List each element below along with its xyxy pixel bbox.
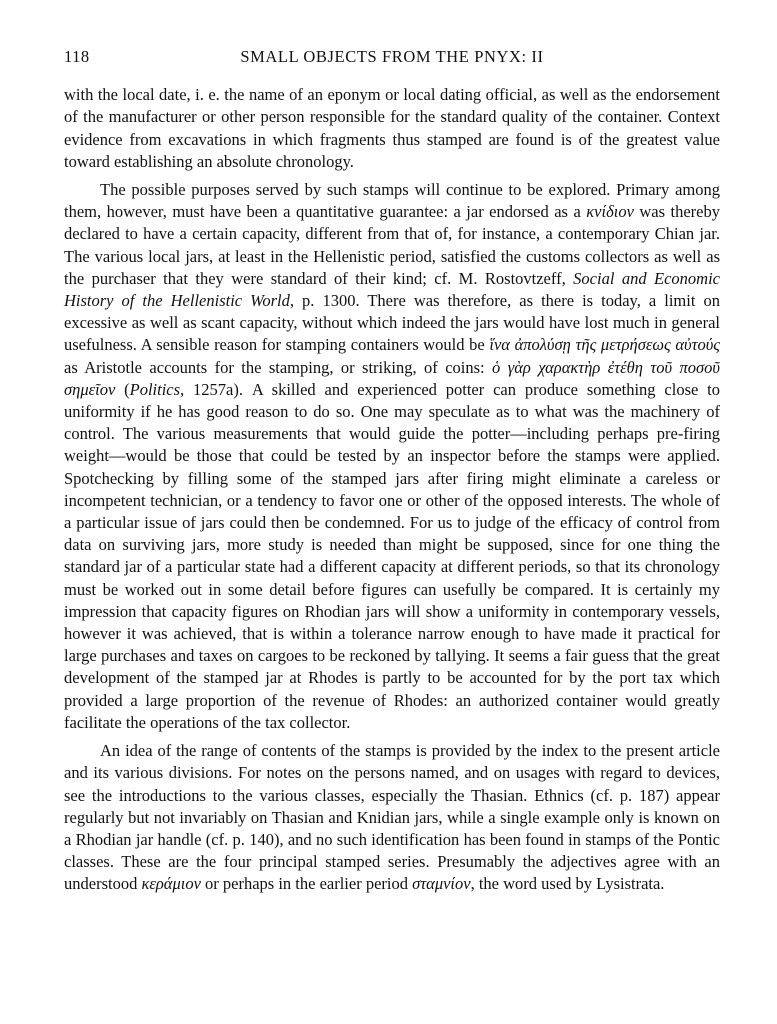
greek-quote-aristotle-2: ὁ γὰρ χαρακτὴρ ἐτέθη τοῦ ποσοῦ σημεῖον — [64, 357, 720, 399]
paragraph-2-text-e: ( — [115, 379, 130, 399]
page-number: 118 — [64, 47, 90, 66]
running-title: SMALL OBJECTS FROM THE PNYX: II — [240, 47, 544, 66]
paragraph-2-text-f: , 1257a). A skilled and experienced potter can produce something close to uniformity if he has good reason to do so. One may speculate as to what was the machinery of control. The various measurements that would guide the potter—including perhaps pre-firing weight—would be those that could be tested by an inspector before the stamps were applied. Spotchecking by filling some of the stamped jars after firing might eliminate a careless or incompetent technician, or a tendency to favor one or other of the opposed interests. The whole of a particular issue of jars could then be condemned. For us to judge of the efficacy of control from data on surviving jars, more study is needed than might be supposed, since for one thing the standard jar of a particular state had a different capacity at different periods, so that its chronology must be worked out in some detail before figures can usefully be compared. It is certainly my impression that capacity figures on Rhodian jars will show a uniformity in contemporary vessels, however it was achieved, that is within a tolerance narrow enough to have made it practical for large purchases and taxes on cargoes to be reckoned by tallying. It seems a fair guess that the great development of the stamped jar at Rhodes is partly to be accounted for by the port tax which provided a large proportion of the revenue of Rhodes: an authorized container would greatly facilitate the operations of the tax collector. — [64, 379, 720, 732]
paragraph-3-text-b: or perhaps in the earlier period — [200, 874, 413, 894]
paragraph-2-text-c: , p. 1300. There was therefore, as there is today, a limit on excessive as well as scant capacity, without which indeed the jars would have lost much in general usefulness. A sensible reason for stamping containers would be — [64, 291, 720, 355]
greek-term-keramion: κεράμιον — [141, 874, 201, 894]
paragraph-3 — [64, 740, 720, 895]
book-title-politics: Politics — [129, 379, 181, 399]
book-title-rostovtzeff: Social and Economic History of the Hellenistic World — [64, 268, 721, 311]
paragraph-3-text-a: An idea of the range of contents of the stamps is provided by the index to the present article and its various divisions. For notes on the persons named, and on usages with regard to devices, see the introductions to the various classes, especially the Thasian. Ethnics (cf. p. 187) appear regularly but not invariably on Thasian and Knidian jars, while a single example only is known on a Rhodian jar handle (cf. p. 140), and no such identification has been found in stamps of the Pontic classes. These are the four principal stamped series. Presumably the adjectives agree with an understood — [64, 741, 720, 894]
paragraph-3-text-c: , the word used by Lysistrata. — [470, 874, 665, 894]
paragraph-2 — [64, 179, 720, 734]
document-page — [64, 46, 720, 902]
greek-term-knidion: κνίδιον — [586, 202, 634, 222]
paragraph-2-text-b: was thereby declared to have a certain capacity, different from that of, for instance, a contemporary Chian jar. The various local jars, at least in the Hellenistic period, satisfied the customs collectors as well as the purchaser that they were standard of their kind; cf. M. Rostovtzeff, — [64, 202, 720, 288]
paragraph-2-text-d: as Aristotle accounts for the stamping, or striking, of coins: — [64, 357, 493, 377]
paragraph-1 — [64, 84, 720, 173]
greek-quote-aristotle-1: ἵνα ἀπολύσῃ τῆς μετρήσεως αὐτούς — [489, 335, 720, 355]
page-header — [64, 46, 720, 68]
greek-term-stamnion: σταμνίον — [412, 874, 471, 894]
paragraph-2-text-a: The possible purposes served by such stamps will continue to be explored. Primary among them, however, must have been a quantitative guarantee: a jar endorsed as a — [64, 180, 720, 222]
paragraph-1-text: with the local date, i. e. the name of an eponym or local dating official, as well as the endorsement of the manufacturer or other person responsible for the standard quality of the container. Context evidence from excavations in which fragments thus stamped are found is of the greatest value toward establishing an absolute chronology. — [64, 85, 720, 171]
